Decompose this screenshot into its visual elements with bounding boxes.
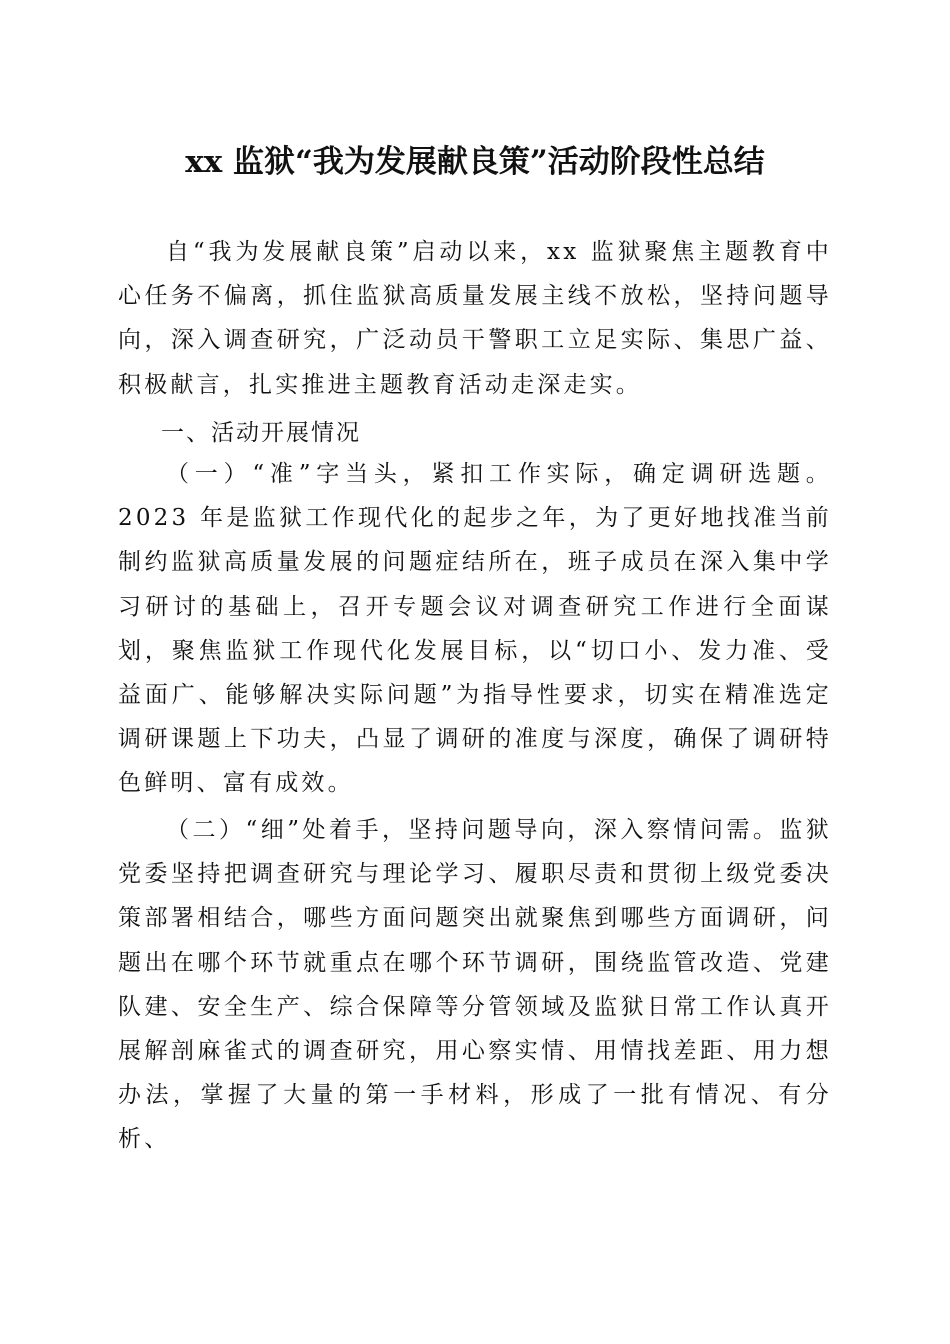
section-heading: 一、活动开展情况 [161, 420, 361, 446]
document-title: xx 监狱“我为发展献良策”活动阶段性总结 [185, 144, 765, 180]
intro-paragraph: 自“我为发展献良策”启动以来，xx 监狱聚焦主题教育中心任务不偏离，抓住监狱高质量发展主线不放松，坚持问题导向，深入调查研究，广泛动员干警职工立足实际、集思广益、积极献言，扎实推进主题教育活动走深走实。 [118, 239, 832, 398]
subsection-paragraph-2: （二）“细”处着手，坚持问题导向，深入察情问需。监狱党委坚持把调查研究与理论学习、履职尽责和贯彻上级党委决策部署相结合，哪些方面问题突出就聚焦到哪些方面调研，问题出在哪个环节就重点在哪个环节调研，围绕监管改造、党建队建、安全生产、综合保障等分管领域及监狱日常工作认真开展解剖麻雀式的调查研究，用心察实情、用情找差距、用力想办法，掌握了大量的第一手材料，形成了一批有情况、有分析、 [118, 817, 832, 1153]
subsection-paragraph-1: （一）“准”字当头，紧扣工作实际，确定调研选题。2023 年是监狱工作现代化的起步之年，为了更好地找准当前制约监狱高质量发展的问题症结所在，班子成员在深入集中学习研讨的基础上，召开专题会议对调查研究工作进行全面谋划，聚焦监狱工作现代化发展目标，以“切口小、发力准、受益面广、能够解决实际问题”为指导性要求，切实在精准选定调研课题上下功夫，凸显了调研的准度与深度，确保了调研特色鲜明、富有成效。 [118, 461, 832, 797]
